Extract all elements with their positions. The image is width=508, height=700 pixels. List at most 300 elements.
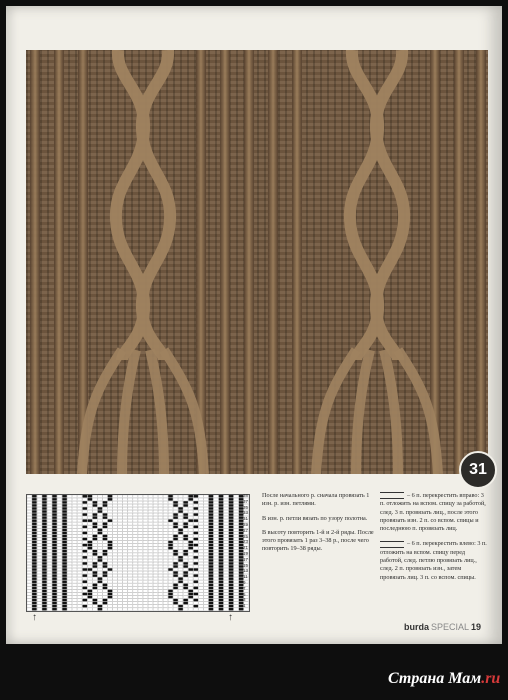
- chart-cell: [128, 599, 133, 602]
- chart-cell: [183, 605, 188, 608]
- chart-cell: [52, 553, 57, 556]
- chart-cell: [98, 608, 103, 611]
- chart-cell: [77, 593, 82, 596]
- chart-cell: [148, 522, 153, 525]
- chart-cell: [178, 559, 183, 562]
- chart-cell: [133, 590, 138, 593]
- chart-cell: [123, 580, 128, 583]
- chart-cell: [98, 538, 103, 541]
- chart-cell: [173, 584, 178, 587]
- chart-cell: [128, 605, 133, 608]
- chart-cell: [108, 574, 113, 577]
- chart-cell: [219, 501, 224, 504]
- chart-cell: [123, 550, 128, 553]
- chart-cell: [88, 516, 93, 519]
- chart-cell: [103, 559, 108, 562]
- chart-cell: [153, 577, 158, 580]
- chart-cell: [153, 550, 158, 553]
- chart-cell: [158, 501, 163, 504]
- chart-cell: [153, 522, 158, 525]
- chart-cell: [83, 562, 88, 565]
- row-number-label: 17: [243, 556, 249, 562]
- chart-cell: [158, 596, 163, 599]
- chart-cell: [158, 599, 163, 602]
- chart-cell: [133, 605, 138, 608]
- chart-cell: [57, 526, 62, 529]
- chart-cell: [62, 593, 67, 596]
- chart-cell: [93, 529, 98, 532]
- chart-cell: [143, 504, 148, 507]
- chart-cell: [229, 550, 234, 553]
- chart-cell: [199, 553, 204, 556]
- chart-cell: [113, 544, 118, 547]
- chart-cell: [199, 608, 204, 611]
- chart-cell: [32, 599, 37, 602]
- chart-cell: [118, 571, 123, 574]
- chart-cell: [183, 599, 188, 602]
- chart-cell: [173, 501, 178, 504]
- chart-cell: [188, 510, 193, 513]
- chart-cell: [229, 605, 234, 608]
- chart-cell: [98, 605, 103, 608]
- chart-cell: [133, 547, 138, 550]
- chart-cell: [143, 532, 148, 535]
- chart-cell: [183, 526, 188, 529]
- chart-cell: [67, 574, 72, 577]
- chart-cell: [88, 596, 93, 599]
- chart-cell: [183, 544, 188, 547]
- chart-cell: [153, 516, 158, 519]
- chart-cell: [138, 526, 143, 529]
- chart-cell: [153, 535, 158, 538]
- chart-cell: [168, 568, 173, 571]
- chart-cell: [118, 526, 123, 529]
- chart-cell: [194, 501, 199, 504]
- chart-cell: [123, 535, 128, 538]
- chart-cell: [57, 507, 62, 510]
- chart-cell: [108, 590, 113, 593]
- chart-cell: [108, 504, 113, 507]
- chart-cell: [163, 602, 168, 605]
- chart-cell: [229, 593, 234, 596]
- chart-cell: [183, 571, 188, 574]
- chart-cell: [77, 565, 82, 568]
- chart-cell: [62, 498, 67, 501]
- chart-cell: [123, 498, 128, 501]
- chart-cell: [93, 587, 98, 590]
- chart-cell: [113, 495, 118, 498]
- chart-cell: [123, 590, 128, 593]
- chart-cell: [209, 501, 214, 504]
- chart-cell: [219, 590, 224, 593]
- chart-cell: [194, 529, 199, 532]
- chart-cell: [62, 495, 67, 498]
- chart-cell: [32, 495, 37, 498]
- chart-cell: [183, 532, 188, 535]
- chart-cell: [67, 593, 72, 596]
- chart-cell: [219, 526, 224, 529]
- chart-cell: [163, 538, 168, 541]
- chart-cell: [188, 547, 193, 550]
- chart-cell: [52, 516, 57, 519]
- chart-cell: [143, 599, 148, 602]
- chart-cell: [168, 587, 173, 590]
- chart-cell: [219, 498, 224, 501]
- chart-cell: [178, 593, 183, 596]
- chart-cell: [199, 507, 204, 510]
- chart-cell: [27, 547, 32, 550]
- chart-cell: [163, 495, 168, 498]
- chart-cell: [77, 553, 82, 556]
- chart-cell: [57, 577, 62, 580]
- chart-cell: [143, 529, 148, 532]
- chart-cell: [88, 541, 93, 544]
- chart-cell: [118, 501, 123, 504]
- chart-cell: [173, 541, 178, 544]
- chart-cell: [103, 510, 108, 513]
- chart-cell: [93, 574, 98, 577]
- chart-cell: [72, 559, 77, 562]
- chart-cell: [148, 538, 153, 541]
- chart-cell: [47, 535, 52, 538]
- chart-cell: [72, 529, 77, 532]
- chart-cell: [199, 574, 204, 577]
- row-number-label: 27: [243, 527, 249, 533]
- chart-cell: [83, 559, 88, 562]
- chart-cell: [118, 544, 123, 547]
- cross-left-symbol-icon: [380, 541, 404, 548]
- chart-cell: [229, 516, 234, 519]
- chart-cell: [143, 602, 148, 605]
- chart-cell: [199, 571, 204, 574]
- chart-cell: [158, 550, 163, 553]
- chart-cell: [103, 495, 108, 498]
- chart-cell: [229, 571, 234, 574]
- chart-cell: [209, 519, 214, 522]
- chart-cell: [88, 565, 93, 568]
- chart-cell: [52, 510, 57, 513]
- chart-cell: [52, 559, 57, 562]
- chart-cell: [98, 550, 103, 553]
- chart-cell: [224, 580, 229, 583]
- chart-cell: [183, 541, 188, 544]
- chart-cell: [103, 532, 108, 535]
- chart-cell: [153, 565, 158, 568]
- chart-cell: [234, 587, 239, 590]
- chart-cell: [163, 553, 168, 556]
- chart-cell: [138, 605, 143, 608]
- chart-cell: [138, 501, 143, 504]
- chart-cell: [57, 596, 62, 599]
- chart-cell: [173, 532, 178, 535]
- chart-cell: [83, 590, 88, 593]
- chart-cell: [62, 501, 67, 504]
- chart-cell: [128, 584, 133, 587]
- chart-cell: [93, 562, 98, 565]
- chart-cell: [194, 565, 199, 568]
- chart-cell: [77, 504, 82, 507]
- chart-cell: [183, 562, 188, 565]
- chart-cell: [77, 510, 82, 513]
- chart-cell: [224, 498, 229, 501]
- chart-cell: [133, 498, 138, 501]
- chart-cell: [143, 544, 148, 547]
- chart-cell: [93, 605, 98, 608]
- chart-cell: [108, 510, 113, 513]
- chart-cell: [133, 587, 138, 590]
- chart-cell: [224, 571, 229, 574]
- chart-cell: [138, 577, 143, 580]
- chart-cell: [224, 550, 229, 553]
- chart-cell: [209, 553, 214, 556]
- chart-cell: [83, 593, 88, 596]
- chart-cell: [37, 599, 42, 602]
- chart-cell: [108, 532, 113, 535]
- chart-cell: [27, 519, 32, 522]
- chart-cell: [42, 529, 47, 532]
- chart-cell: [183, 538, 188, 541]
- chart-cell: [224, 602, 229, 605]
- chart-cell: [42, 587, 47, 590]
- chart-cell: [194, 559, 199, 562]
- chart-cell: [188, 501, 193, 504]
- chart-cell: [83, 544, 88, 547]
- chart-cell: [42, 535, 47, 538]
- chart-cell: [42, 507, 47, 510]
- chart-cell: [158, 507, 163, 510]
- chart-cell: [138, 516, 143, 519]
- chart-cell: [219, 553, 224, 556]
- chart-cell: [199, 501, 204, 504]
- chart-cell: [98, 507, 103, 510]
- chart-cell: [123, 556, 128, 559]
- chart-cell: [133, 571, 138, 574]
- chart-cell: [118, 513, 123, 516]
- chart-cell: [88, 602, 93, 605]
- chart-cell: [52, 590, 57, 593]
- chart-cell: [148, 596, 153, 599]
- chart-cell: [72, 577, 77, 580]
- chart-cell: [37, 507, 42, 510]
- chart-cell: [47, 550, 52, 553]
- chart-cell: [128, 608, 133, 611]
- chart-cell: [62, 535, 67, 538]
- chart-cell: [153, 590, 158, 593]
- chart-cell: [143, 550, 148, 553]
- chart-cell: [47, 605, 52, 608]
- chart-cell: [98, 556, 103, 559]
- chart-cell: [148, 577, 153, 580]
- chart-cell: [168, 498, 173, 501]
- chart-cell: [168, 590, 173, 593]
- chart-cell: [57, 522, 62, 525]
- chart-cell: [27, 602, 32, 605]
- chart-cell: [214, 507, 219, 510]
- chart-cell: [62, 547, 67, 550]
- chart-cell: [37, 580, 42, 583]
- cable-pattern-illustration: [26, 50, 488, 474]
- chart-cell: [32, 608, 37, 611]
- chart-cell: [229, 562, 234, 565]
- chart-cell: [123, 584, 128, 587]
- chart-cell: [194, 553, 199, 556]
- chart-cell: [133, 513, 138, 516]
- chart-cell: [229, 495, 234, 498]
- chart-cell: [103, 526, 108, 529]
- chart-cell: [168, 577, 173, 580]
- chart-cell: [183, 529, 188, 532]
- chart-cell: [219, 577, 224, 580]
- chart-cell: [163, 519, 168, 522]
- chart-cell: [168, 504, 173, 507]
- instruction-paragraph: В высоту повторить 1-й и 2-й ряды. После этого провязать 1 раз 3–38 р., после чего повторить 19–38 ряды.: [262, 528, 374, 553]
- chart-cell: [153, 593, 158, 596]
- chart-cell: [188, 504, 193, 507]
- chart-cell: [98, 498, 103, 501]
- chart-cell: [42, 602, 47, 605]
- chart-cell: [67, 568, 72, 571]
- chart-cell: [118, 510, 123, 513]
- chart-cell: [88, 522, 93, 525]
- chart-cell: [163, 510, 168, 513]
- chart-cell: [27, 535, 32, 538]
- chart-cell: [224, 562, 229, 565]
- chart-cell: [32, 522, 37, 525]
- chart-cell: [98, 516, 103, 519]
- chart-cell: [98, 590, 103, 593]
- chart-cell: [143, 590, 148, 593]
- chart-cell: [153, 596, 158, 599]
- chart-cell: [194, 605, 199, 608]
- chart-cell: [77, 602, 82, 605]
- chart-cell: [204, 587, 209, 590]
- chart-cell: [123, 501, 128, 504]
- chart-cell: [204, 541, 209, 544]
- chart-cell: [188, 495, 193, 498]
- chart-cell: [153, 513, 158, 516]
- chart-cell: [158, 529, 163, 532]
- chart-cell: [199, 513, 204, 516]
- chart-cell: [229, 535, 234, 538]
- chart-cell: [153, 504, 158, 507]
- chart-cell: [62, 587, 67, 590]
- chart-cell: [47, 498, 52, 501]
- chart-cell: [128, 556, 133, 559]
- chart-cell: [103, 529, 108, 532]
- chart-cell: [118, 550, 123, 553]
- chart-cell: [32, 498, 37, 501]
- chart-cell: [93, 547, 98, 550]
- chart-cell: [118, 568, 123, 571]
- row-number-label: 38: [243, 493, 249, 498]
- chart-cell: [128, 562, 133, 565]
- chart-cell: [113, 556, 118, 559]
- chart-cell: [123, 553, 128, 556]
- chart-cell: [32, 587, 37, 590]
- chart-cell: [183, 553, 188, 556]
- chart-cell: [224, 501, 229, 504]
- chart-cell: [123, 510, 128, 513]
- chart-cell: [37, 608, 42, 611]
- chart-cell: [57, 584, 62, 587]
- chart-cell: [188, 553, 193, 556]
- chart-cell: [234, 605, 239, 608]
- chart-cell: [47, 501, 52, 504]
- chart-cell: [148, 580, 153, 583]
- chart-cell: [204, 507, 209, 510]
- chart-cell: [204, 519, 209, 522]
- chart-cell: [118, 516, 123, 519]
- chart-cell: [188, 602, 193, 605]
- chart-cell: [83, 519, 88, 522]
- chart-cell: [183, 504, 188, 507]
- chart-cell: [118, 605, 123, 608]
- chart-cell: [133, 507, 138, 510]
- chart-cell: [138, 599, 143, 602]
- chart-cell: [113, 580, 118, 583]
- chart-cell: [158, 584, 163, 587]
- chart-cell: [199, 547, 204, 550]
- chart-cell: [93, 513, 98, 516]
- chart-cell: [103, 590, 108, 593]
- chart-cell: [133, 550, 138, 553]
- chart-cell: [214, 593, 219, 596]
- chart-cell: [183, 587, 188, 590]
- chart-cell: [62, 584, 67, 587]
- chart-cell: [199, 535, 204, 538]
- chart-cell: [219, 568, 224, 571]
- chart-cell: [183, 507, 188, 510]
- chart-cell: [83, 599, 88, 602]
- chart-cell: [113, 501, 118, 504]
- chart-cell: [214, 535, 219, 538]
- chart-cell: [209, 538, 214, 541]
- chart-cell: [72, 498, 77, 501]
- chart-cell: [123, 596, 128, 599]
- chart-cell: [148, 587, 153, 590]
- instructions-middle-column: [262, 492, 377, 560]
- chart-cell: [57, 550, 62, 553]
- chart-cell: [103, 513, 108, 516]
- chart-cell: [199, 550, 204, 553]
- chart-cell: [209, 510, 214, 513]
- chart-cell: [209, 571, 214, 574]
- chart-cell: [93, 556, 98, 559]
- chart-cell: [118, 529, 123, 532]
- chart-cell: [42, 580, 47, 583]
- chart-cell: [62, 574, 67, 577]
- chart-cell: [173, 596, 178, 599]
- chart-cell: [62, 526, 67, 529]
- chart-cell: [143, 577, 148, 580]
- chart-cell: [214, 510, 219, 513]
- chart-cell: [37, 605, 42, 608]
- chart-cell: [83, 556, 88, 559]
- chart-cell: [128, 590, 133, 593]
- chart-cell: [108, 602, 113, 605]
- chart-cell: [158, 547, 163, 550]
- chart-cell: [158, 522, 163, 525]
- chart-cell: [72, 596, 77, 599]
- chart-cell: [57, 571, 62, 574]
- chart-cell: [72, 532, 77, 535]
- chart-cell: [178, 504, 183, 507]
- chart-cell: [138, 568, 143, 571]
- chart-cell: [37, 532, 42, 535]
- chart-cell: [47, 596, 52, 599]
- chart-cell: [153, 599, 158, 602]
- chart-cell: [32, 550, 37, 553]
